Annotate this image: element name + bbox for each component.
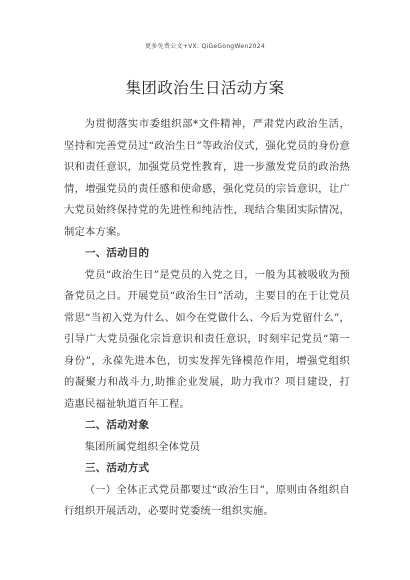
- target-paragraph: 集团所属党组织全体党员: [84, 440, 201, 453]
- section-heading-method: 三、活动方式: [85, 462, 150, 474]
- method-paragraph: （一）全体正式党员都要过“政治生日”，原则由各组织自行组织开展活动，必要时党委统一组织实施。: [64, 483, 350, 517]
- intro-paragraph: 为贯彻落实市委组织部*文件精神，严肃党内政治生活，坚持和完善党员过“政治生日”等政治仪式，强化党员的身份意识和责任意识，加强党员党性教育，进一步激发党员的政治热情，增强党员的责任感和使命感，强化党员的宗旨意识，让广大党员始终保持党的先进性和纯洁性，现结合集团实际情况，制定本方案。: [64, 118, 350, 238]
- document-title: 集团政治生日活动方案: [125, 79, 285, 97]
- purpose-paragraph: 党员“政治生日”是党员的入党之日，一般为其被吸收为预备党员之日。开展党员“政治生日”活动，主要目的在于让党员常思“当初入党为什么、如今在党做什么、今后为党留什么”，引导广大党员强化宗旨意识和责任意识，时刻牢记党员“第一身份”，永葆先进本色，切实发挥先锋模范作用，增强党组织的凝聚力和战斗力,助推企业发展，助力我市？项目建设，打造惠民福祉轨道百年工程。: [64, 268, 350, 410]
- watermark-text: 更多免费公文+VX: QiGeGongWen2024: [145, 43, 265, 50]
- section-heading-purpose: 一、活动目的: [85, 247, 150, 259]
- section-heading-target: 二、活动对象: [85, 419, 150, 431]
- document-body: [64, 114, 350, 523]
